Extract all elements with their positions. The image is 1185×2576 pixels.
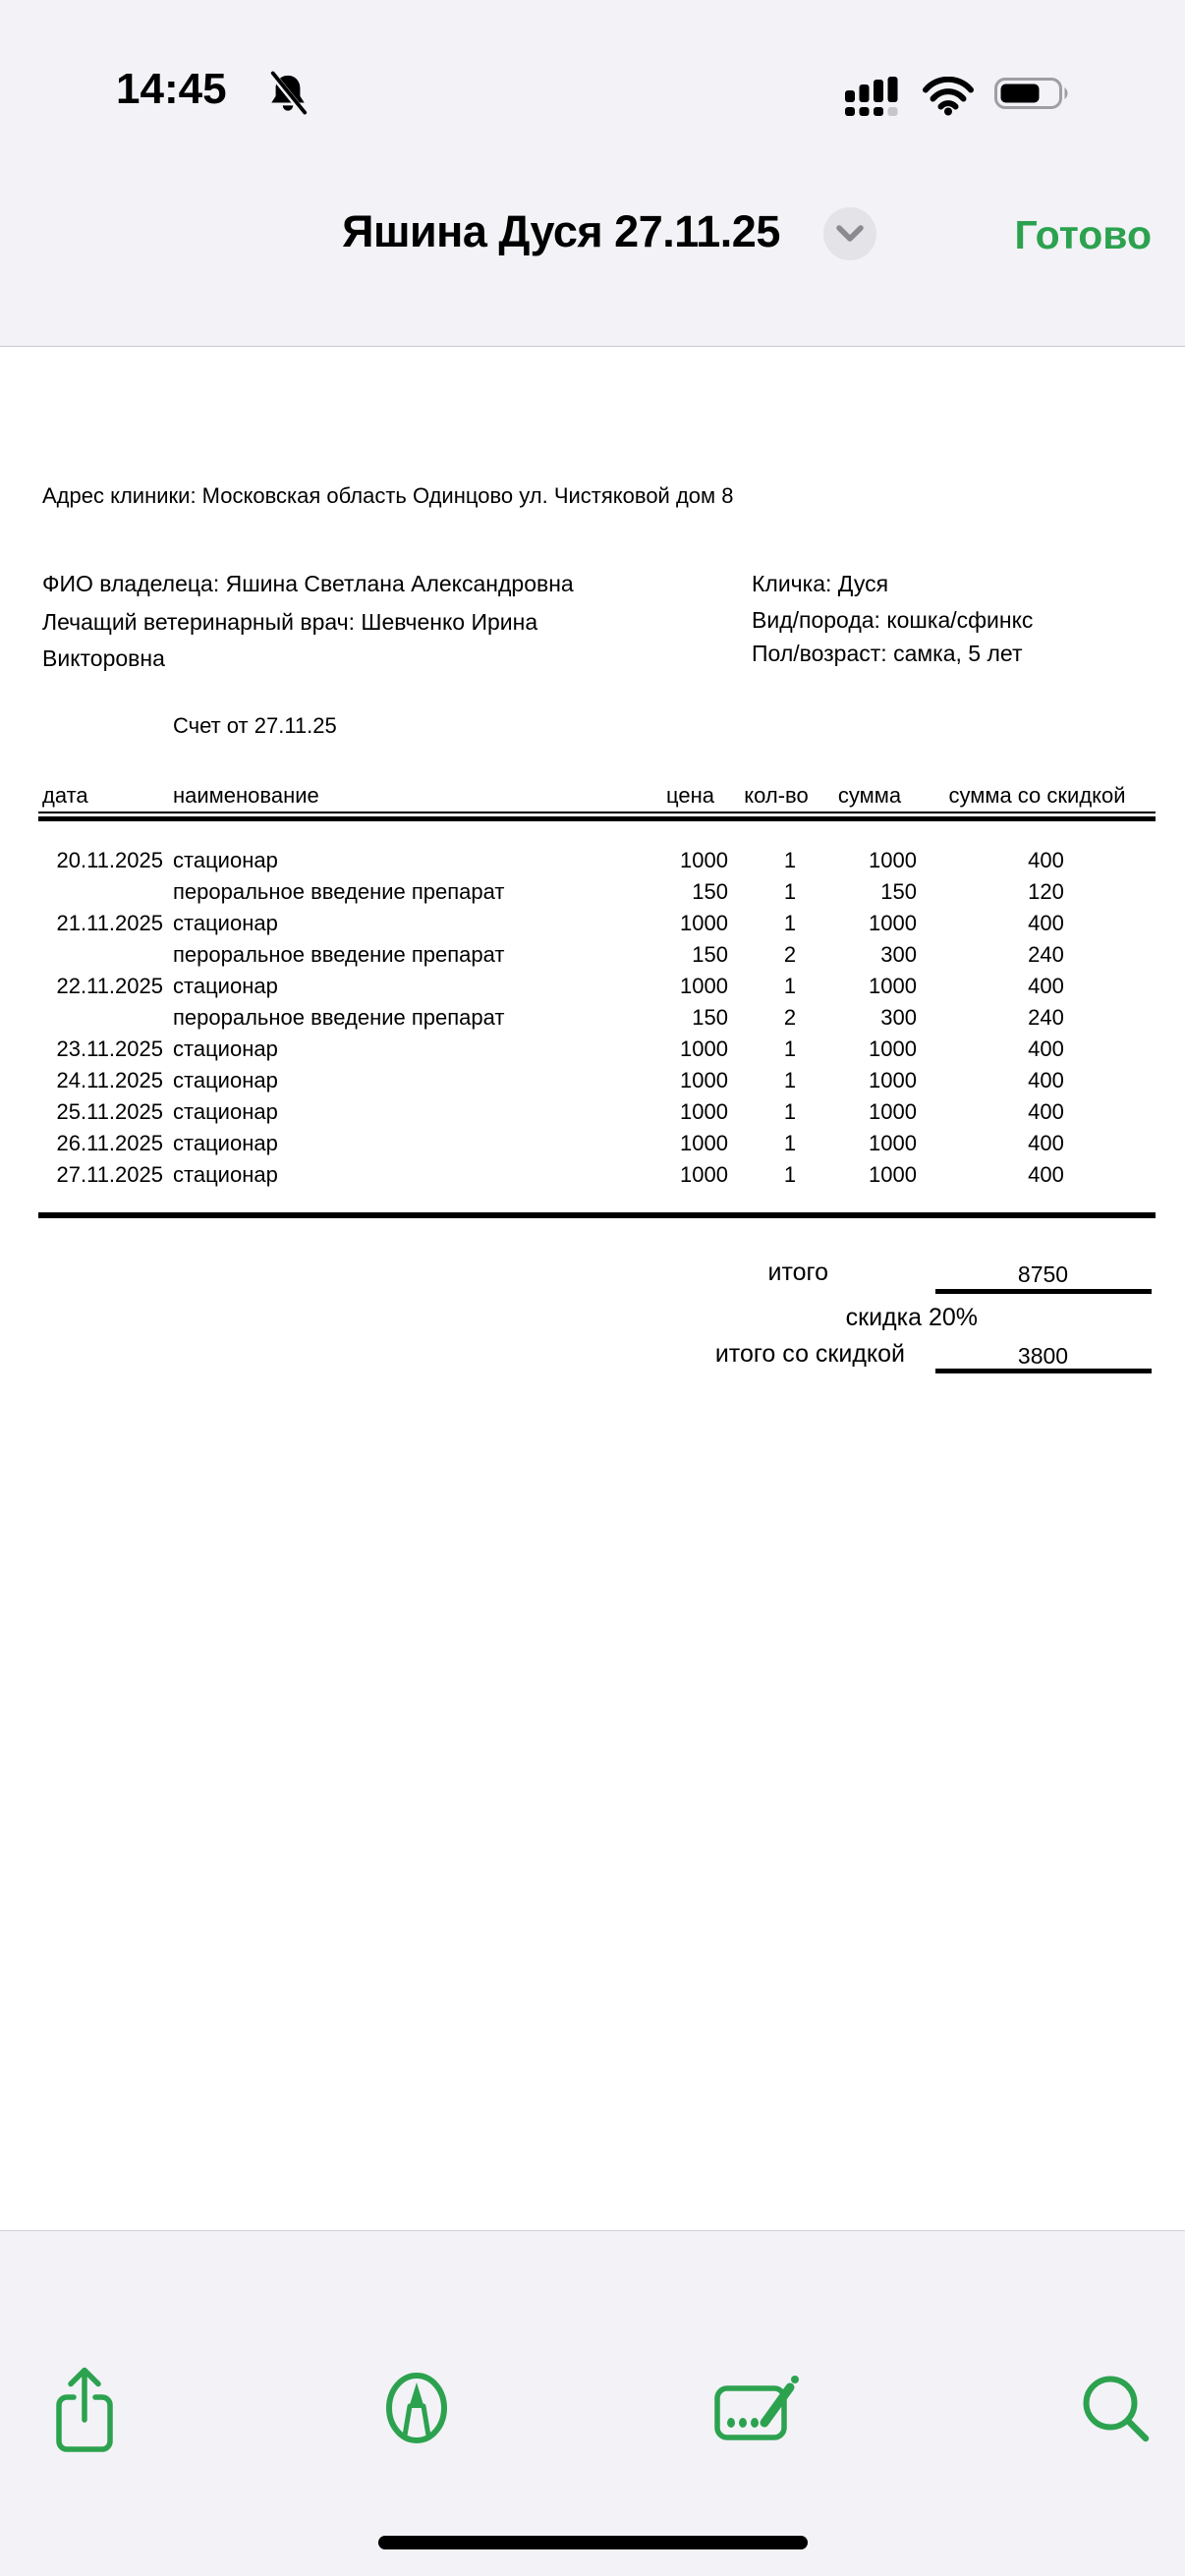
cell-qty: 2 xyxy=(783,1005,797,1030)
pet-sex-age: Пол/возраст: самка, 5 лет xyxy=(752,641,1023,666)
table-header-row xyxy=(38,783,1156,812)
cell-discount: 400 xyxy=(1028,1162,1064,1187)
search-icon xyxy=(1080,2373,1153,2448)
invoice-title: Счет от 27.11.25 xyxy=(173,713,337,738)
col-header-sum: сумма xyxy=(820,783,919,812)
cell-name: стационар xyxy=(173,1036,278,1061)
status-time: 14:45 xyxy=(116,65,227,113)
markup-button[interactable] xyxy=(373,2367,460,2453)
cell-qty: 1 xyxy=(783,1068,797,1092)
col-header-price: цена xyxy=(649,783,732,812)
cell-price: 1000 xyxy=(680,848,728,872)
cell-qty: 2 xyxy=(783,942,797,967)
owner-name: ФИО владелеца: Яшина Светлана Александровна xyxy=(42,571,574,596)
cell-date: 20.11.2025 xyxy=(56,848,163,872)
cell-qty: 1 xyxy=(783,1162,797,1187)
cell-discount: 120 xyxy=(1028,879,1064,904)
cell-sum: 300 xyxy=(880,1005,917,1030)
cell-sum: 300 xyxy=(880,942,917,967)
cell-date: 21.11.2025 xyxy=(56,911,163,935)
cell-name: стационар xyxy=(173,1068,278,1092)
cell-name: стационар xyxy=(173,848,278,872)
cell-sum: 1000 xyxy=(869,848,917,872)
cell-date xyxy=(38,1002,173,1034)
cell-date: 27.11.2025 xyxy=(56,1162,163,1187)
table-row xyxy=(38,1159,1156,1191)
invoice-table xyxy=(38,783,1156,1218)
document-page[interactable] xyxy=(0,347,1185,2229)
cell-sum: 1000 xyxy=(869,911,917,935)
title-menu-button[interactable] xyxy=(823,207,876,260)
cell-price: 1000 xyxy=(680,911,728,935)
table-row xyxy=(38,1096,1156,1128)
document-title: Яшина Дуся 27.11.25 xyxy=(342,206,780,256)
discounted-total-label: итого со скидкой xyxy=(714,1340,905,1368)
table-row xyxy=(38,1065,1156,1096)
table-row xyxy=(38,1034,1156,1065)
pet-breed: Вид/порода: кошка/сфинкс xyxy=(752,607,1034,633)
signature-button[interactable] xyxy=(716,2367,803,2453)
cell-price: 1000 xyxy=(680,974,728,998)
cell-name: стационар xyxy=(173,974,278,998)
cell-sum: 1000 xyxy=(869,1036,917,1061)
vet-name-line2: Викторовна xyxy=(42,645,165,671)
cell-price: 150 xyxy=(692,1005,728,1030)
cell-price: 150 xyxy=(692,942,728,967)
cell-qty: 1 xyxy=(783,1131,797,1155)
cell-price: 1000 xyxy=(680,1036,728,1061)
pet-name: Кличка: Дуся xyxy=(752,571,889,596)
discounted-total-underline xyxy=(935,1369,1152,1373)
total-underline xyxy=(935,1289,1152,1294)
cell-date: 24.11.2025 xyxy=(56,1068,163,1092)
cell-date: 26.11.2025 xyxy=(56,1131,163,1155)
chevron-down-icon xyxy=(823,205,876,263)
invoice-table-body xyxy=(38,812,1156,1191)
cell-qty: 1 xyxy=(783,974,797,998)
cellular-signal-icon xyxy=(845,77,902,121)
signature-field-icon xyxy=(714,2372,805,2449)
cell-discount: 400 xyxy=(1028,1099,1064,1124)
bottom-toolbar xyxy=(0,2230,1185,2576)
top-chrome xyxy=(0,0,1185,347)
cell-sum: 1000 xyxy=(869,1068,917,1092)
cell-qty: 1 xyxy=(783,848,797,872)
cell-discount: 400 xyxy=(1028,1068,1064,1092)
table-row xyxy=(38,908,1156,939)
markup-pen-icon xyxy=(383,2369,450,2452)
cell-qty: 1 xyxy=(783,1036,797,1061)
cell-qty: 1 xyxy=(783,911,797,935)
total-value: 8750 xyxy=(1017,1261,1069,1287)
cell-price: 1000 xyxy=(680,1099,728,1124)
battery-icon xyxy=(994,77,1075,115)
cell-sum: 1000 xyxy=(869,1162,917,1187)
table-row xyxy=(38,1002,1156,1034)
cell-sum: 150 xyxy=(880,879,917,904)
col-header-qty: кол-во xyxy=(732,783,820,812)
cell-name: стационар xyxy=(173,1131,278,1155)
cell-date: 25.11.2025 xyxy=(56,1099,163,1124)
cell-name: пероральное введение препарат xyxy=(173,1005,505,1030)
cell-price: 150 xyxy=(692,879,728,904)
cell-date: 23.11.2025 xyxy=(56,1036,163,1061)
cell-sum: 1000 xyxy=(869,1099,917,1124)
total-label: итого xyxy=(767,1259,828,1286)
cell-date: 22.11.2025 xyxy=(56,974,163,998)
cell-qty: 1 xyxy=(783,879,797,904)
search-button[interactable] xyxy=(1073,2367,1159,2453)
cell-price: 1000 xyxy=(680,1162,728,1187)
cell-discount: 240 xyxy=(1028,1005,1064,1030)
notifications-muted-icon xyxy=(267,71,309,121)
cell-date xyxy=(38,876,173,908)
table-bottom-rule xyxy=(38,1191,1156,1215)
cell-sum: 1000 xyxy=(869,1131,917,1155)
share-icon xyxy=(47,2363,122,2458)
vet-name-line1: Лечащий ветеринарный врач: Шевченко Ирина xyxy=(42,609,538,635)
table-row xyxy=(38,1128,1156,1159)
cell-discount: 400 xyxy=(1028,911,1064,935)
clinic-address: Адрес клиники: Московская область Одинцово ул. Чистяковой дом 8 xyxy=(42,483,734,508)
discounted-total-value: 3800 xyxy=(1017,1343,1069,1369)
cell-discount: 400 xyxy=(1028,1131,1064,1155)
cell-discount: 400 xyxy=(1028,974,1064,998)
table-row xyxy=(38,971,1156,1002)
cell-price: 1000 xyxy=(680,1068,728,1092)
table-row xyxy=(38,939,1156,971)
wifi-icon xyxy=(922,77,975,121)
col-header-date: дата xyxy=(38,783,173,812)
cell-discount: 400 xyxy=(1028,1036,1064,1061)
cell-name: пероральное введение препарат xyxy=(173,879,505,904)
share-button[interactable] xyxy=(41,2367,128,2453)
cell-price: 1000 xyxy=(680,1131,728,1155)
cell-name: стационар xyxy=(173,911,278,935)
table-row xyxy=(38,845,1156,876)
cell-date xyxy=(38,939,173,971)
cell-qty: 1 xyxy=(783,1099,797,1124)
cell-name: стационар xyxy=(173,1162,278,1187)
col-header-name: наименование xyxy=(173,783,649,812)
cell-name: пероральное введение препарат xyxy=(173,942,505,967)
done-button[interactable]: Готово xyxy=(1014,212,1152,257)
home-indicator[interactable] xyxy=(378,2536,808,2549)
col-header-discount: сумма со скидкой xyxy=(919,783,1156,812)
discount-label: скидка 20% xyxy=(845,1304,978,1331)
cell-name: стационар xyxy=(173,1099,278,1124)
cell-discount: 240 xyxy=(1028,942,1064,967)
table-row xyxy=(38,876,1156,908)
cell-discount: 400 xyxy=(1028,848,1064,872)
cell-sum: 1000 xyxy=(869,974,917,998)
table-gap xyxy=(38,819,1156,846)
